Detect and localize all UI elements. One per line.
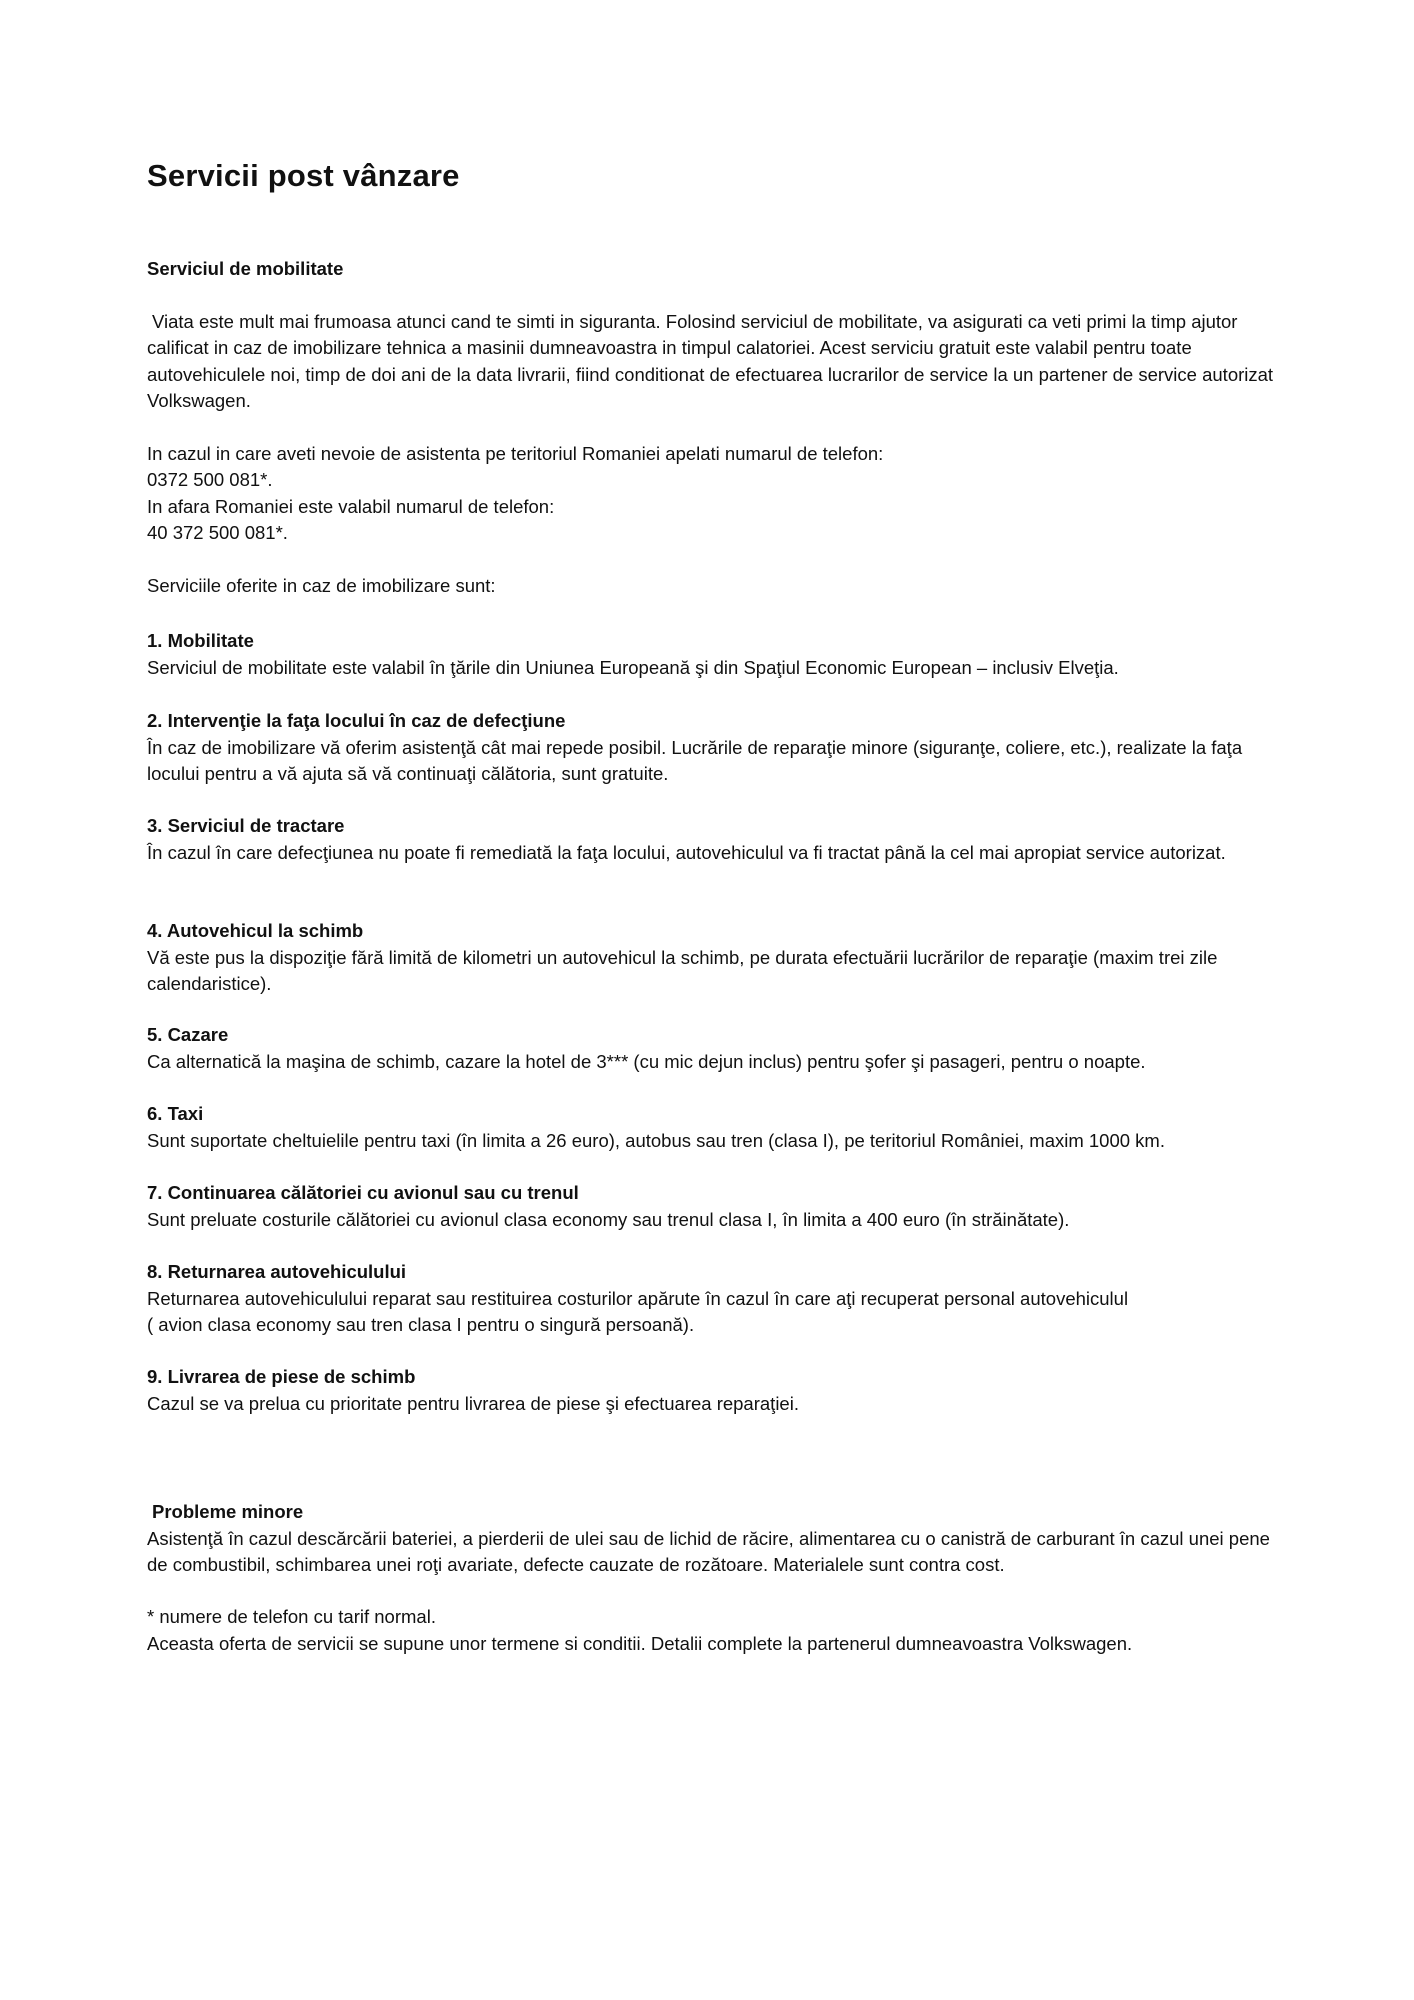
service-text: În cazul în care defecţiunea nu poate fi remediată la faţa locului, autovehiculul va fi tractat până la cel mai apropiat service autorizat. xyxy=(147,841,1226,863)
phone-abroad-text: In afara Romaniei este valabil numarul de telefon: xyxy=(147,495,555,517)
service-title: 6. Taxi xyxy=(147,1103,204,1124)
service-item-interventie xyxy=(147,708,1277,788)
service-item-autovehicul-schimb xyxy=(147,918,1277,998)
service-item-continuare-calatorie xyxy=(147,1180,1277,1233)
service-title: 2. Intervenţie la faţa locului în caz de defecţiune xyxy=(147,710,566,731)
phone-abroad-number: 40 372 500 081*. xyxy=(147,522,288,543)
service-text: Sunt preluate costurile călătoriei cu avionul clasa economy sau trenul clasa I, în limita a 400 euro (în străinătate). xyxy=(147,1208,1070,1230)
service-item-taxi xyxy=(147,1101,1277,1154)
service-text-continued: ( avion clasa economy sau tren clasa I pentru o singură persoană). xyxy=(147,1314,695,1335)
service-item-cazare xyxy=(147,1022,1277,1075)
service-text: Cazul se va prelua cu prioritate pentru livrarea de piese şi efectuarea reparaţiei. xyxy=(147,1392,799,1414)
phone-tariff-note: * numere de telefon cu tarif normal. xyxy=(147,1606,436,1627)
service-title: 8. Returnarea autovehiculului xyxy=(147,1261,407,1282)
service-title: 1. Mobilitate xyxy=(147,630,254,651)
mobility-section xyxy=(147,256,1277,599)
service-text: Vă este pus la dispoziţie fără limită de kilometri un autovehicul la schimb, pe durata efectuării lucrărilor de reparaţie (maxim trei zile calendaristice). xyxy=(147,946,1218,994)
service-item-returnare xyxy=(147,1259,1277,1339)
service-title: 5. Cazare xyxy=(147,1024,229,1045)
service-text: În caz de imobilizare vă oferim asistenţă cât mai repede posibil. Lucrările de reparaţie minore (siguranţe, coliere, etc.), realizate la faţa locului pentru a vă ajuta să vă continuaţi călătoria, sunt gratuite. xyxy=(147,736,1243,784)
service-item-tractare xyxy=(147,813,1277,866)
footnotes xyxy=(147,1604,1277,1657)
service-title: 3. Serviciul de tractare xyxy=(147,815,345,836)
page-title: Servicii post vânzare xyxy=(147,158,460,193)
service-text: Sunt suportate cheltuielile pentru taxi (în limita a 26 euro), autobus sau tren (clasa I), pe teritoriul României, maxim 1000 km. xyxy=(147,1129,1165,1151)
service-title: 4. Autovehicul la schimb xyxy=(147,920,364,941)
terms-note: Aceasta oferta de servicii se supune unor termene si conditii. Detalii complete la partenerul dumneavoastra Volkswagen. xyxy=(147,1632,1133,1654)
service-text: Serviciul de mobilitate este valabil în ţările din Uniunea Europeană şi din Spaţiul Economic European – inclusiv Elveţia. xyxy=(147,656,1119,678)
minor-problems-section xyxy=(147,1499,1277,1579)
service-title: 7. Continuarea călătoriei cu avionul sau cu trenul xyxy=(147,1182,579,1203)
service-text: Ca alternatică la maşina de schimb, cazare la hotel de 3*** (cu mic dejun inclus) pentru şofer şi pasageri, pentru o noapte. xyxy=(147,1050,1146,1072)
minor-problems-text: Asistenţă în cazul descărcării bateriei, a pierderii de ulei sau de lichid de răcire, alimentarea cu o canistră de carburant în cazul unei pene de combustibil, schimbarea unei roţi avariate, defecte cauzate de rozătoare. Materialele sunt contra cost. xyxy=(147,1527,1270,1575)
phone-ro-number: 0372 500 081*. xyxy=(147,469,273,490)
minor-problems-heading: Probleme minore xyxy=(152,1501,304,1522)
service-text: Returnarea autovehiculului reparat sau restituirea costurilor apărute în cazul în care aţi recuperat personal autovehiculul xyxy=(147,1287,1129,1309)
mobility-intro: Viata este mult mai frumoasa atunci cand te simti in siguranta. Folosind serviciul de mobilitate, va asigurati ca veti primi la timp ajutor calificat in caz de imobilizare tehnica a masinii dumneavoastra in timpul calatoriei. Acest serviciu gratuit este valabil pentru toate autovehiculele noi, timp de doi ani de la data livrarii, fiind conditionat de efectuarea lucrarilor de service la un partener de service autorizat Volkswagen. xyxy=(147,310,1274,411)
service-item-mobilitate xyxy=(147,628,1277,681)
services-intro: Serviciile oferite in caz de imobilizare sunt: xyxy=(147,574,496,596)
phone-ro-text: In cazul in care aveti nevoie de asistenta pe teritoriul Romaniei apelati numarul de telefon: xyxy=(147,442,884,464)
mobility-heading: Serviciul de mobilitate xyxy=(147,258,344,279)
service-title: 9. Livrarea de piese de schimb xyxy=(147,1366,416,1387)
service-item-piese-schimb xyxy=(147,1364,1277,1417)
